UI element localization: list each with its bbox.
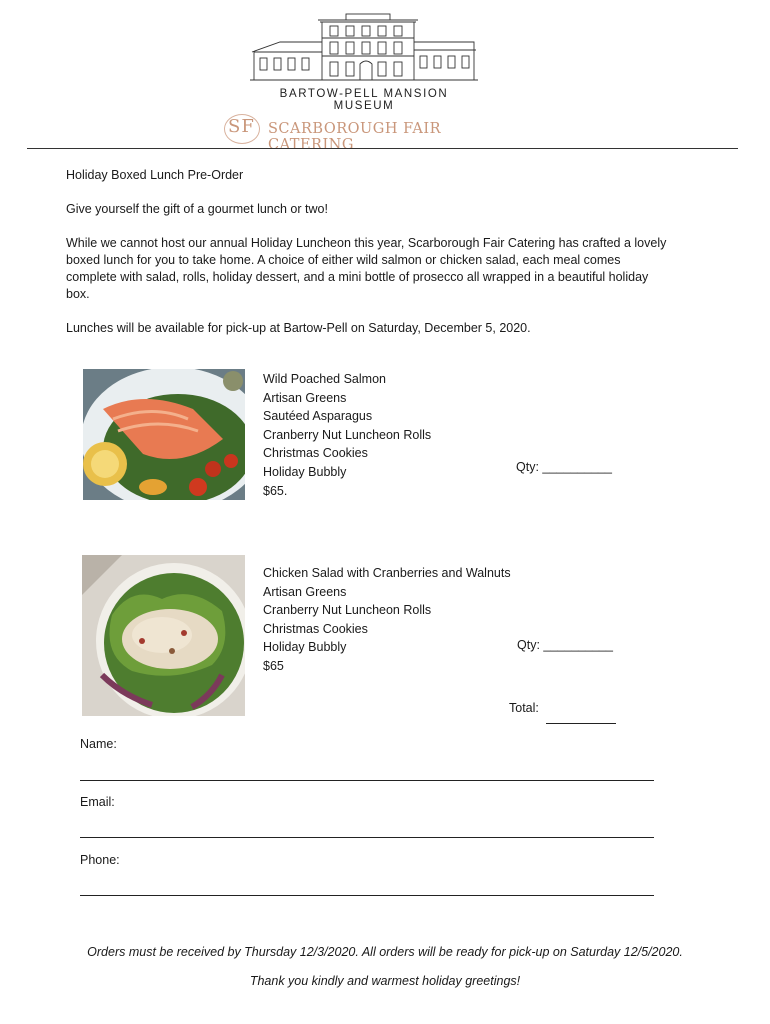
name-label: Name: [80,737,117,751]
chicken-qty [517,638,613,652]
menu-item: Artisan Greens [263,390,347,405]
qty-label: Qty: [516,460,539,474]
menu-item: Holiday Bubbly [263,464,347,479]
description-line: box. [66,287,90,301]
salmon-qty-field[interactable]: __________ [542,460,612,474]
description-line: While we cannot host our annual Holiday Luncheon this year, Scarborough Fair Catering has crafted a lovely [66,236,667,250]
tagline: Give yourself the gift of a gourmet lunch or two! [66,202,328,216]
email-field[interactable] [80,837,654,838]
menu-item: Holiday Bubbly [263,640,347,655]
qty-label: Qty: [517,638,540,652]
salmon-qty [516,460,612,474]
total-field[interactable] [546,723,616,724]
salmon-plate-photo [83,369,245,500]
mansion-logo [250,12,478,84]
thank-you-note: Thank you kindly and warmest holiday greetings! [249,974,521,988]
description [66,235,686,303]
description-line: complete with salad, rolls, holiday dessert, and a mini bottle of prosecco all wrapped in a beautiful holiday [66,270,649,284]
pickup-note: Lunches will be available for pick-up at Bartow-Pell on Saturday, December 5, 2020. [66,321,531,335]
caterer-name: SCARBOROUGH FAIR CATERING [268,121,442,153]
salmon-menu [263,371,431,501]
menu-item: Cranberry Nut Luncheon Rolls [263,603,432,618]
menu-item: Christmas Cookies [263,621,368,636]
email-label: Email: [80,795,115,809]
menu-price: $65 [263,658,284,673]
chicken-menu [263,565,511,677]
phone-field[interactable] [80,895,654,896]
page-title: Holiday Boxed Lunch Pre-Order [66,168,244,182]
menu-item: Christmas Cookies [263,446,368,461]
phone-label: Phone: [80,853,120,867]
total-label: Total: [509,701,539,715]
orders-deadline-note: Orders must be received by Thursday 12/3/2020. All orders will be ready for pick-up on Saturday 12/5/2020. [87,945,683,959]
header-divider [27,148,738,149]
caterer-monogram: SF [228,116,255,137]
menu-item: Sautéed Asparagus [263,409,373,424]
chicken-salad-photo [82,555,245,716]
chicken-qty-field[interactable]: __________ [543,638,613,652]
museum-name: BARTOW-PELL MANSION MUSEUM [279,88,449,112]
caterer-logo [228,116,518,153]
menu-item: Chicken Salad with Cranberries and Walnuts [263,566,511,580]
menu-item: Wild Poached Salmon [263,372,386,386]
name-field[interactable] [80,780,654,781]
menu-item: Artisan Greens [263,584,347,599]
description-line: boxed lunch for you to take home. A choice of either wild salmon or chicken salad, each meal comes [66,253,621,267]
menu-item: Cranberry Nut Luncheon Rolls [263,427,432,442]
menu-price: $65. [263,483,288,498]
